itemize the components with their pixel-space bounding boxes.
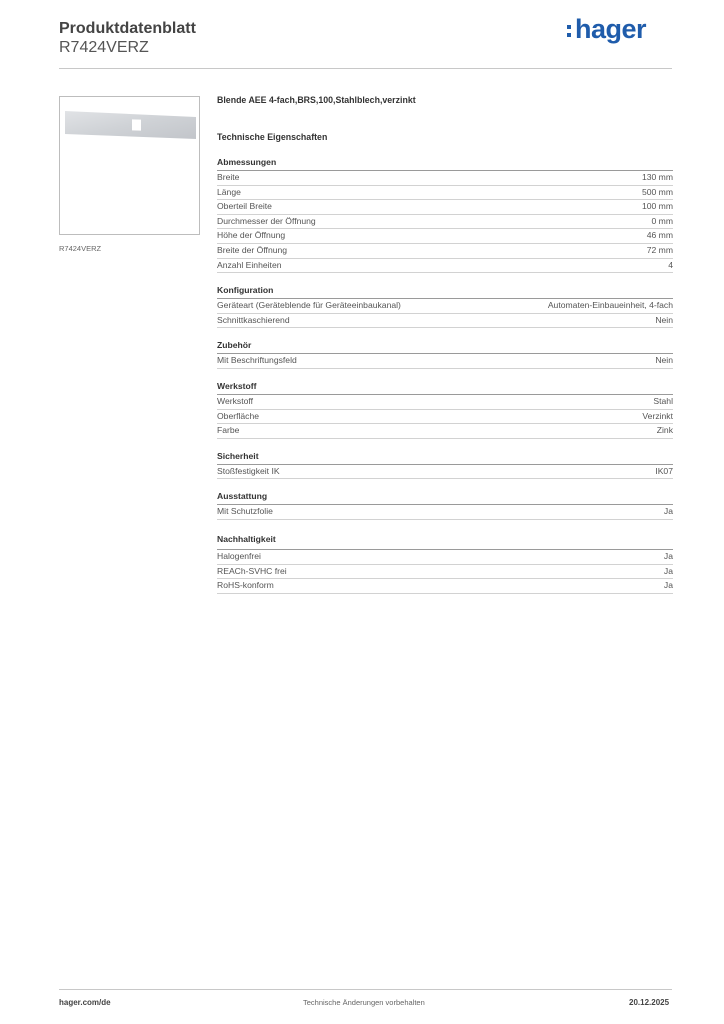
spec-value: Nein [655,314,673,325]
spec-row [217,565,673,580]
group-title: Abmessungen [217,156,673,171]
page-title: Produktdatenblatt [59,20,196,37]
spec-label: REACh-SVHC frei [217,565,287,576]
footer-disclaimer: Technische Änderungen vorbehalten [303,998,425,1007]
spec-value: 4 [668,259,673,270]
spec-row [217,354,673,369]
group-title: Werkstoff [217,380,673,395]
spec-label: Oberfläche [217,410,260,421]
article-number: R7424VERZ [59,39,149,56]
spec-value: 100 mm [641,201,673,212]
group-title: Nachhaltigkeit [217,533,673,550]
spec-value: Nein [655,355,673,366]
spec-row [217,314,673,329]
spec-label: Breite [217,172,240,182]
spec-value: 500 mm [641,186,673,197]
spec-value: Ja [663,580,673,591]
spec-label: Mit Schutzfolie [217,506,273,517]
spec-value: Ja [663,506,673,517]
spec-label: Oberteil Breite [217,201,272,212]
spec-row [217,200,673,215]
group-title: Sicherheit [217,450,673,465]
product-image [65,111,196,139]
spec-content [217,95,673,594]
footer-divider [59,989,672,990]
footer-website: hager.com/de [59,998,111,1007]
group-title: Konfiguration [217,284,673,299]
spec-row [217,259,673,274]
spec-value: Zink [656,425,673,436]
section-title: Technische Eigenschaften [217,132,328,142]
spec-value: Ja [663,565,673,576]
spec-label: Geräteart (Geräteblende für Geräteeinbaukanal) [217,300,401,311]
logo-dots-icon [567,25,571,41]
spec-label: Durchmesser der Öffnung [217,215,316,226]
spec-value: 46 mm [646,230,673,241]
spec-row [217,410,673,425]
group-title: Ausstattung [217,490,673,505]
spec-value: 130 mm [641,172,673,182]
product-image-frame [59,96,200,235]
spec-label: Stoßfestigkeit IK [217,465,280,476]
spec-row [217,465,673,480]
header-divider [59,68,672,69]
spec-label: Mit Beschriftungsfeld [217,355,297,366]
spec-groups [217,156,673,594]
spec-label: Halogenfrei [217,550,261,561]
spec-value: 72 mm [646,244,673,255]
product-description: Blende AEE 4-fach,BRS,100,Stahlblech,verzinkt [217,95,416,105]
footer-date: 20.12.2025 [629,998,670,1007]
spec-row [217,424,673,439]
spec-label: Höhe der Öffnung [217,230,286,241]
spec-label: Länge [217,186,241,197]
spec-row [217,229,673,244]
group-title: Zubehör [217,339,673,354]
spec-row [217,550,673,565]
hager-logo [567,14,646,45]
spec-label: Anzahl Einheiten [217,259,282,270]
logo-wordmark: hager [575,14,647,44]
spec-value: Automaten-Einbaueinheit, 4-fach [547,300,673,311]
spec-label: Farbe [217,425,240,436]
spec-label: Werkstoff [217,395,253,406]
spec-value: Verzinkt [642,410,673,421]
spec-row [217,171,673,186]
spec-row [217,186,673,201]
spec-label: Breite der Öffnung [217,244,288,255]
spec-row [217,215,673,230]
spec-row [217,244,673,259]
spec-label: RoHS-konform [217,580,274,591]
spec-label: Schnittkaschierend [217,314,290,325]
spec-value: Ja [663,550,673,561]
spec-row [217,395,673,410]
spec-value: 0 mm [651,215,673,226]
spec-row [217,299,673,314]
spec-row [217,579,673,594]
spec-row [217,505,673,520]
image-caption: R7424VERZ [59,244,102,253]
spec-value: Stahl [653,395,673,406]
spec-value: IK07 [655,465,673,476]
